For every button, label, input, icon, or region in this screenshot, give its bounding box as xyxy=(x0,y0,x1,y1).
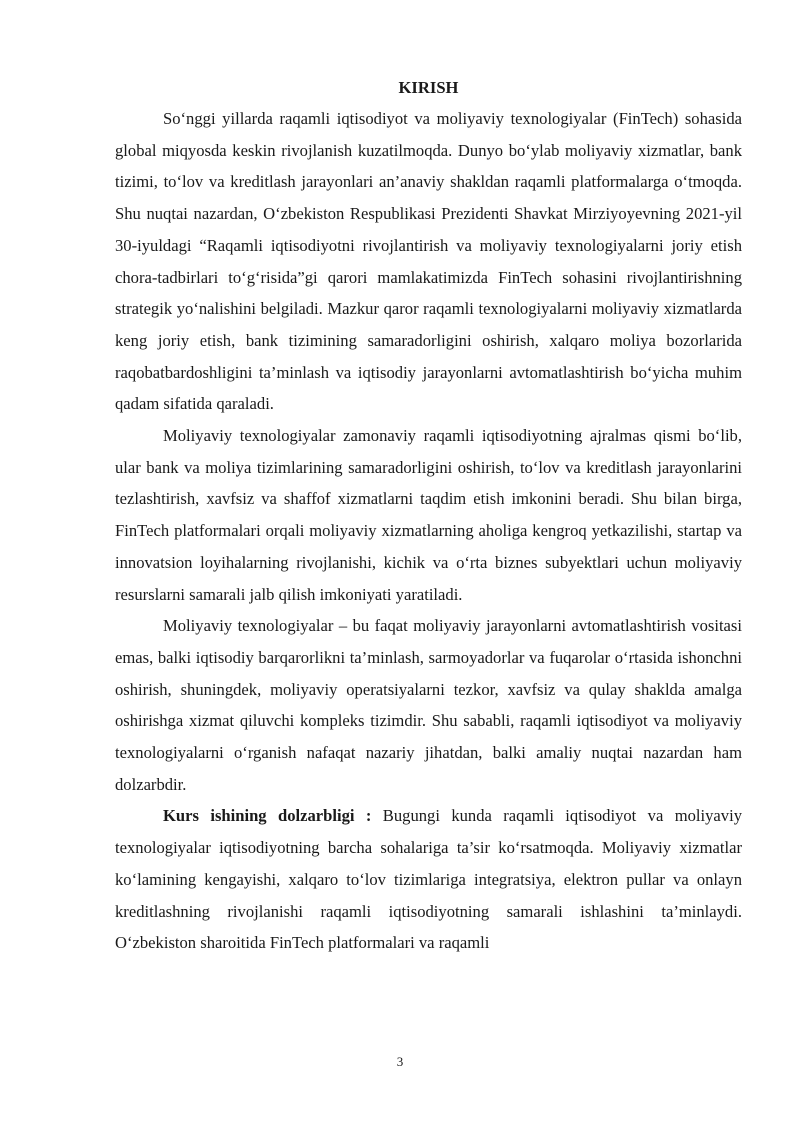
paragraph-2-text: Moliyaviy texnologiyalar zamonaviy raqamli iqtisodiyotning ajralmas qismi bo‘lib, ular bank va moliya tizimlarining samaradorligini oshirish, to‘lov va kreditlash jarayonlarini tezlashtirish, xavfsiz va shaffof xizmatlarni taqdim etish imkonini beradi. Shu bilan birga, FinTech platformalari orqali moliyaviy xizmatlarning aholiga kengroq yetkazilishi, startap va innovatsion loyihalarning rivojlanishi, kichik va o‘rta biznes subyektlari uchun moliyaviy resurslarni samarali jalb qilish imkoniyati yaratiladi. xyxy=(115,426,742,604)
paragraph-3-text: Moliyaviy texnologiyalar – bu faqat moliyaviy jarayonlarni avtomatlashtirish vositasi emas, balki iqtisodiy barqarorlikni ta’minlash, sarmoyadorlar va fuqarolar o‘rtasida ishonchni oshirish, shuningdek, moliyaviy operatsiyalarni tezkor, xavfsiz va qulay shaklda amalga oshirishga xizmat qiluvchi kompleks tizimdir. Shu sababli, raqamli iqtisodiyot va moliyaviy texnologiyalarni o‘rganish nafaqat nazariy jihatdan, balki amaliy nuqtai nazardan ham dolzarbdir. xyxy=(115,616,742,794)
relevance-heading: Kurs ishining dolzarbligi : xyxy=(163,806,372,826)
paragraph-2 xyxy=(115,420,742,610)
paragraph-1 xyxy=(115,103,742,420)
paragraph-4 xyxy=(115,800,742,959)
section-title: KIRISH xyxy=(398,78,459,97)
page-content xyxy=(115,72,742,959)
page-number: 3 xyxy=(396,1054,404,1069)
paragraph-1-text: So‘nggi yillarda raqamli iqtisodiyot va moliyaviy texnologiyalar (FinTech) sohasida global miqyosda keskin rivojlanish kuzatilmoqda. Dunyo bo‘ylab moliyaviy xizmatlar, bank tizimi, to‘lov va kreditlash jarayonlari an’anaviy shakldan raqamli platformalarga o‘tmoqda. Shu nuqtai nazardan, O‘zbekiston Respublikasi Prezidenti Shavkat Mirziyoyevning 2021-yil 30-iyuldagi “Raqamli iqtisodiyotni rivojlantirish va moliyaviy texnologiyalarni joriy etish chora-tadbirlari to‘g‘risida”gi qarori mamlakatimizda FinTech sohasini rivojlantirishning strategik yo‘nalishini belgiladi. Mazkur qaror raqamli texnologiyalarni moliyaviy xizmatlarda keng joriy etish, bank tizimining samaradorligini oshirish, xalqaro moliya bozorlarida raqobatbardoshligini ta’minlash va iqtisodiy jarayonlarni avtomatlashtirish bo‘yicha muhim qadam sifatida qaraladi. xyxy=(115,109,742,414)
paragraph-3 xyxy=(115,610,742,800)
paragraph-4-text: Bugungi kunda raqamli iqtisodiyot va moliyaviy texnologiyalar iqtisodiyotning barcha sohalariga ta’sir ko‘rsatmoqda. Moliyaviy xizmatlar ko‘lamining kengayishi, xalqaro to‘lov tizimlariga integratsiya, elektron pullar va onlayn kreditlashning rivojlanishi raqamli iqtisodiyotning samarali ishlashini ta’minlaydi. O‘zbekiston sharoitida FinTech platformalari va raqamli xyxy=(115,806,742,953)
